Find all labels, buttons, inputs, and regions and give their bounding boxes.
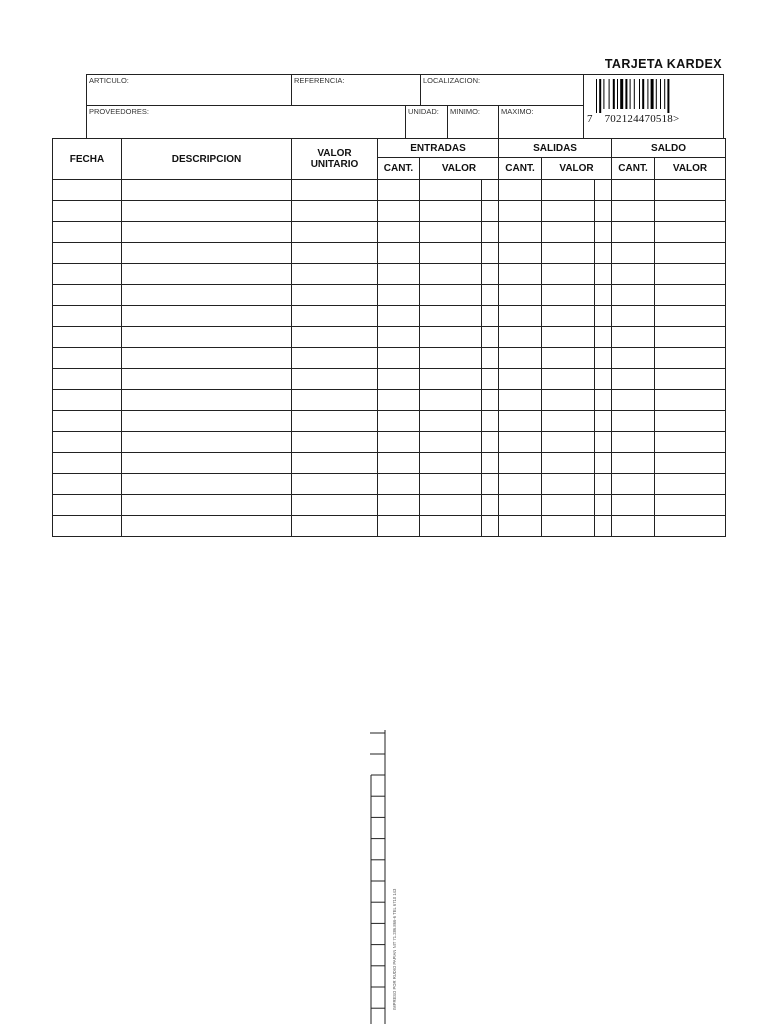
table-cell[interactable]: [482, 453, 499, 474]
table-cell[interactable]: [612, 348, 655, 369]
table-cell[interactable]: [122, 453, 292, 474]
table-cell[interactable]: [53, 285, 122, 306]
proveedores-label: PROVEEDORES:: [89, 107, 150, 116]
table-cell[interactable]: [122, 327, 292, 348]
ghost-column-lines: [370, 730, 390, 1024]
table-cell[interactable]: [378, 411, 420, 432]
saldo-header: SALDO: [612, 139, 726, 158]
kardex-title: TARJETA KARDEX: [604, 57, 722, 71]
table-cell[interactable]: [499, 390, 542, 411]
table-cell[interactable]: [542, 264, 595, 285]
referencia-label: REFERENCIA:: [294, 76, 345, 85]
table-cell[interactable]: [499, 411, 542, 432]
barcode-bars: [596, 79, 686, 113]
table-cell[interactable]: [53, 474, 122, 495]
table-cell[interactable]: [595, 432, 612, 453]
printer-imprint: IMPRESO POR RUDIO PAPIAN NIT 71.286.866-6 TEL 6710 143: [392, 888, 397, 1010]
table-cell[interactable]: [292, 453, 378, 474]
table-cell[interactable]: [655, 369, 726, 390]
table-cell[interactable]: [420, 285, 482, 306]
barcode-bar: [630, 79, 631, 109]
table-cell[interactable]: [420, 306, 482, 327]
table-cell[interactable]: [595, 243, 612, 264]
table-cell[interactable]: [122, 243, 292, 264]
valor-unitario-header: [292, 139, 378, 180]
table-cell[interactable]: [499, 285, 542, 306]
table-cell[interactable]: [655, 348, 726, 369]
table-cell[interactable]: [499, 306, 542, 327]
table-row: [53, 222, 726, 243]
table-cell[interactable]: [595, 474, 612, 495]
table-cell[interactable]: [655, 201, 726, 222]
table-cell[interactable]: [292, 516, 378, 537]
table-cell[interactable]: [655, 222, 726, 243]
table-cell[interactable]: [655, 411, 726, 432]
table-cell[interactable]: [542, 306, 595, 327]
table-cell[interactable]: [378, 201, 420, 222]
table-cell[interactable]: [122, 222, 292, 243]
entradas-header: ENTRADAS: [378, 139, 499, 158]
table-cell[interactable]: [420, 369, 482, 390]
barcode-bar: [647, 79, 648, 109]
table-cell[interactable]: [655, 495, 726, 516]
barcode-bar: [596, 79, 597, 113]
table-cell[interactable]: [612, 453, 655, 474]
table-cell[interactable]: [53, 516, 122, 537]
table-cell[interactable]: [378, 495, 420, 516]
table-cell[interactable]: [595, 306, 612, 327]
table-cell[interactable]: [122, 432, 292, 453]
table-cell[interactable]: [499, 201, 542, 222]
table-cell[interactable]: [292, 390, 378, 411]
table-cell[interactable]: [595, 348, 612, 369]
table-cell[interactable]: [595, 285, 612, 306]
table-cell[interactable]: [378, 516, 420, 537]
maximo-field[interactable]: [498, 105, 584, 139]
table-row: [53, 390, 726, 411]
barcode-bar: [651, 79, 654, 109]
table-cell[interactable]: [292, 243, 378, 264]
table-row: [53, 201, 726, 222]
table-cell[interactable]: [482, 201, 499, 222]
table-cell[interactable]: [612, 411, 655, 432]
saldo-cant-header: CANT.: [612, 158, 655, 180]
proveedores-field[interactable]: [86, 105, 406, 139]
table-cell[interactable]: [378, 180, 420, 201]
table-row: [53, 348, 726, 369]
minimo-label: MINIMO:: [450, 107, 480, 116]
minimo-field[interactable]: [447, 105, 499, 139]
table-cell[interactable]: [53, 432, 122, 453]
table-row: [53, 516, 726, 537]
table-cell[interactable]: [378, 243, 420, 264]
table-cell[interactable]: [612, 285, 655, 306]
table-cell[interactable]: [482, 348, 499, 369]
salidas-cant-header: CANT.: [499, 158, 542, 180]
table-cell[interactable]: [655, 306, 726, 327]
table-cell[interactable]: [595, 201, 612, 222]
barcode-bar: [664, 79, 665, 109]
table-row: [53, 327, 726, 348]
table-cell[interactable]: [378, 348, 420, 369]
table-cell[interactable]: [542, 222, 595, 243]
table-cell[interactable]: [420, 432, 482, 453]
table-cell[interactable]: [292, 327, 378, 348]
table-cell[interactable]: [292, 411, 378, 432]
table-cell[interactable]: [53, 306, 122, 327]
table-cell[interactable]: [499, 516, 542, 537]
table-cell[interactable]: [420, 348, 482, 369]
table-row: [53, 285, 726, 306]
maximo-label: MAXIMO:: [501, 107, 534, 116]
barcode-bar: [639, 79, 640, 109]
barcode-digits: 702124470518>: [604, 113, 680, 125]
table-cell[interactable]: [53, 390, 122, 411]
table-cell[interactable]: [612, 201, 655, 222]
table-cell[interactable]: [122, 201, 292, 222]
table-cell[interactable]: [53, 243, 122, 264]
table-cell[interactable]: [420, 516, 482, 537]
table-row: [53, 432, 726, 453]
localizacion-field[interactable]: [420, 74, 584, 106]
valor-unitario-line2: UNITARIO: [310, 159, 359, 170]
table-cell[interactable]: [292, 474, 378, 495]
table-cell[interactable]: [499, 180, 542, 201]
kardex-table: [52, 138, 726, 537]
table-row: [53, 264, 726, 285]
table-cell[interactable]: [378, 390, 420, 411]
table-cell[interactable]: [612, 516, 655, 537]
descripcion-header: DESCRIPCION: [122, 139, 292, 180]
table-cell[interactable]: [292, 180, 378, 201]
table-cell[interactable]: [542, 369, 595, 390]
barcode-bar: [660, 79, 661, 109]
table-cell[interactable]: [595, 453, 612, 474]
table-cell[interactable]: [420, 264, 482, 285]
table-cell[interactable]: [542, 432, 595, 453]
table-cell[interactable]: [612, 243, 655, 264]
table-cell[interactable]: [595, 264, 612, 285]
table-cell[interactable]: [542, 180, 595, 201]
barcode-number: [587, 113, 722, 125]
table-cell[interactable]: [542, 474, 595, 495]
salidas-header: SALIDAS: [499, 139, 612, 158]
table-cell[interactable]: [53, 264, 122, 285]
barcode-bar: [634, 79, 635, 109]
table-cell[interactable]: [655, 264, 726, 285]
barcode-bar: [617, 79, 618, 109]
barcode-prefix: 7: [587, 113, 593, 125]
table-cell[interactable]: [499, 432, 542, 453]
barcode: [583, 74, 724, 138]
table-cell[interactable]: [378, 285, 420, 306]
table-cell[interactable]: [499, 348, 542, 369]
table-cell[interactable]: [53, 369, 122, 390]
table-cell[interactable]: [122, 180, 292, 201]
table-row: [53, 474, 726, 495]
table-cell[interactable]: [499, 453, 542, 474]
table-cell[interactable]: [482, 432, 499, 453]
kardex-rows: [53, 180, 726, 537]
table-cell[interactable]: [542, 411, 595, 432]
table-cell[interactable]: [292, 264, 378, 285]
table-cell[interactable]: [420, 222, 482, 243]
table-cell[interactable]: [655, 327, 726, 348]
table-cell[interactable]: [53, 180, 122, 201]
table-cell[interactable]: [542, 201, 595, 222]
table-cell[interactable]: [655, 390, 726, 411]
table-cell[interactable]: [542, 348, 595, 369]
table-cell[interactable]: [482, 180, 499, 201]
table-cell[interactable]: [612, 495, 655, 516]
table-cell[interactable]: [542, 453, 595, 474]
table-cell[interactable]: [292, 201, 378, 222]
table-cell[interactable]: [612, 306, 655, 327]
table-cell[interactable]: [499, 243, 542, 264]
table-cell[interactable]: [499, 369, 542, 390]
table-cell[interactable]: [378, 306, 420, 327]
table-cell[interactable]: [482, 390, 499, 411]
table-cell[interactable]: [378, 453, 420, 474]
barcode-bar: [603, 79, 604, 109]
valor-unitario-line1: VALOR: [317, 148, 352, 159]
table-cell[interactable]: [53, 348, 122, 369]
table-cell[interactable]: [595, 180, 612, 201]
imprint-strip: [388, 860, 400, 1010]
table-cell[interactable]: [122, 474, 292, 495]
table-cell[interactable]: [122, 369, 292, 390]
table-cell[interactable]: [482, 222, 499, 243]
table-cell[interactable]: [655, 432, 726, 453]
table-cell[interactable]: [595, 222, 612, 243]
table-cell[interactable]: [499, 327, 542, 348]
table-cell[interactable]: [595, 390, 612, 411]
saldo-valor-header: VALOR: [655, 158, 726, 180]
table-cell[interactable]: [612, 222, 655, 243]
table-cell[interactable]: [53, 495, 122, 516]
table-cell[interactable]: [292, 306, 378, 327]
table-cell[interactable]: [378, 369, 420, 390]
table-cell[interactable]: [53, 411, 122, 432]
table-cell[interactable]: [378, 264, 420, 285]
articulo-field[interactable]: [86, 74, 292, 106]
table-cell[interactable]: [655, 180, 726, 201]
table-cell[interactable]: [482, 369, 499, 390]
table-cell[interactable]: [53, 222, 122, 243]
barcode-bar: [625, 79, 627, 109]
table-cell[interactable]: [122, 495, 292, 516]
table-cell[interactable]: [122, 411, 292, 432]
table-cell[interactable]: [420, 411, 482, 432]
table-cell[interactable]: [612, 432, 655, 453]
table-cell[interactable]: [655, 285, 726, 306]
table-cell[interactable]: [292, 348, 378, 369]
table-cell[interactable]: [482, 243, 499, 264]
table-cell[interactable]: [122, 516, 292, 537]
barcode-bar: [613, 79, 615, 109]
table-cell[interactable]: [53, 327, 122, 348]
localizacion-label: LOCALIZACION:: [423, 76, 481, 85]
table-cell[interactable]: [542, 390, 595, 411]
table-cell[interactable]: [53, 201, 122, 222]
barcode-bar: [642, 79, 644, 109]
table-cell[interactable]: [655, 516, 726, 537]
fecha-header: FECHA: [53, 139, 122, 180]
barcode-bar: [620, 79, 623, 109]
table-cell[interactable]: [378, 474, 420, 495]
table-cell[interactable]: [482, 474, 499, 495]
table-cell[interactable]: [595, 495, 612, 516]
table-cell[interactable]: [499, 495, 542, 516]
table-cell[interactable]: [292, 432, 378, 453]
table-cell[interactable]: [655, 453, 726, 474]
table-cell[interactable]: [122, 264, 292, 285]
table-cell[interactable]: [292, 369, 378, 390]
table-cell[interactable]: [420, 495, 482, 516]
barcode-bar: [599, 79, 601, 113]
referencia-field[interactable]: [291, 74, 421, 106]
table-cell[interactable]: [122, 285, 292, 306]
table-cell[interactable]: [595, 369, 612, 390]
table-cell[interactable]: [612, 474, 655, 495]
table-row: [53, 243, 726, 264]
table-cell[interactable]: [612, 180, 655, 201]
table-cell[interactable]: [542, 495, 595, 516]
table-cell[interactable]: [542, 516, 595, 537]
table-cell[interactable]: [420, 327, 482, 348]
table-row: [53, 411, 726, 432]
table-cell[interactable]: [53, 453, 122, 474]
table-cell[interactable]: [122, 306, 292, 327]
table-cell[interactable]: [499, 222, 542, 243]
table-cell[interactable]: [482, 306, 499, 327]
table-cell[interactable]: [542, 243, 595, 264]
table-cell[interactable]: [482, 411, 499, 432]
table-cell[interactable]: [420, 474, 482, 495]
table-cell[interactable]: [378, 222, 420, 243]
table-cell[interactable]: [420, 453, 482, 474]
entradas-valor-header: VALOR: [420, 158, 499, 180]
table-row: [53, 453, 726, 474]
barcode-bar: [667, 79, 669, 113]
table-cell[interactable]: [292, 285, 378, 306]
barcode-bar: [656, 79, 657, 109]
table-cell[interactable]: [482, 516, 499, 537]
table-cell[interactable]: [482, 264, 499, 285]
table-cell[interactable]: [499, 474, 542, 495]
table-row: [53, 306, 726, 327]
table-cell[interactable]: [655, 243, 726, 264]
entradas-cant-header: CANT.: [378, 158, 420, 180]
table-cell[interactable]: [292, 495, 378, 516]
salidas-valor-header: VALOR: [542, 158, 612, 180]
table-cell[interactable]: [499, 264, 542, 285]
table-row: [53, 369, 726, 390]
table-cell[interactable]: [378, 432, 420, 453]
table-cell[interactable]: [595, 411, 612, 432]
table-cell[interactable]: [122, 348, 292, 369]
table-cell[interactable]: [420, 243, 482, 264]
table-cell[interactable]: [612, 390, 655, 411]
table-cell[interactable]: [420, 180, 482, 201]
unidad-field[interactable]: [405, 105, 448, 139]
table-cell[interactable]: [612, 327, 655, 348]
table-cell[interactable]: [542, 285, 595, 306]
table-cell[interactable]: [292, 222, 378, 243]
table-cell[interactable]: [595, 327, 612, 348]
table-cell[interactable]: [612, 264, 655, 285]
table-cell[interactable]: [378, 327, 420, 348]
table-cell[interactable]: [595, 516, 612, 537]
table-row: [53, 495, 726, 516]
table-cell[interactable]: [482, 327, 499, 348]
barcode-bar: [609, 79, 610, 109]
table-cell[interactable]: [612, 369, 655, 390]
table-cell[interactable]: [655, 474, 726, 495]
table-cell[interactable]: [482, 495, 499, 516]
articulo-label: ARTICULO:: [89, 76, 129, 85]
table-cell[interactable]: [542, 327, 595, 348]
table-cell[interactable]: [420, 390, 482, 411]
table-row: [53, 180, 726, 201]
unidad-label: UNIDAD:: [408, 107, 439, 116]
table-cell[interactable]: [420, 201, 482, 222]
table-cell[interactable]: [482, 285, 499, 306]
table-cell[interactable]: [122, 390, 292, 411]
